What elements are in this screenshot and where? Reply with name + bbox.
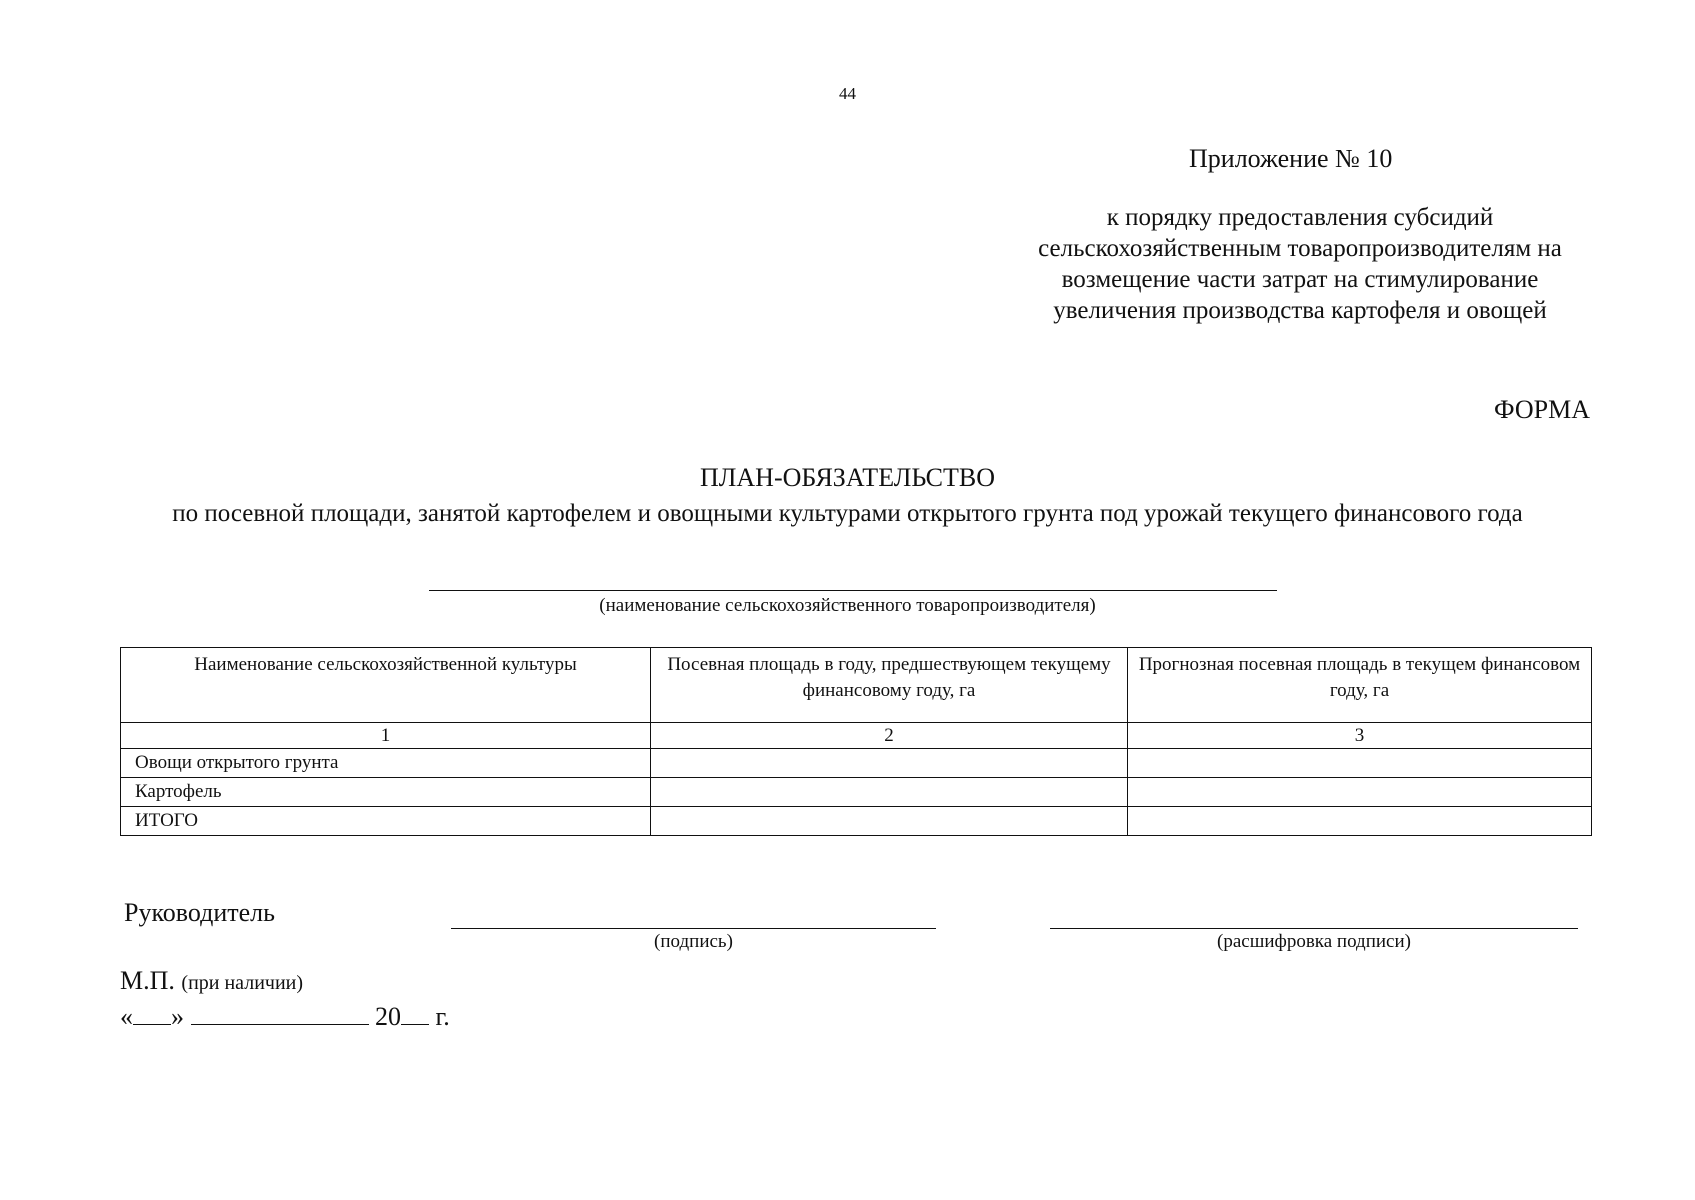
table-row [121,807,1592,836]
date-open-quote: « [120,1002,133,1031]
crop-name-cell: ИТОГО [121,807,651,836]
appendix-text: к порядку предоставления субсидий сельскохозяйственным товаропроизводителям на возмещение части затрат на стимулирование увеличения производства картофеля и овощей [1038,204,1562,324]
forecast-area-cell[interactable] [1128,749,1592,778]
date-line [120,1002,450,1032]
table-header-row [121,648,1592,723]
producer-name-caption: (наименование сельскохозяйственного товаропроизводителя) [599,595,1096,616]
signature-decode-caption: (расшифровка подписи) [1217,931,1411,952]
year-suffix: г. [435,1002,450,1031]
header-crop-name: Наименование сельскохозяйственной культуры [121,648,651,723]
forecast-area-cell[interactable] [1128,807,1592,836]
producer-name-line[interactable] [429,590,1277,591]
year-blank[interactable] [401,1002,429,1025]
column-number: 2 [651,723,1128,749]
table-row [121,749,1592,778]
day-blank[interactable] [133,1002,171,1025]
year-prefix: 20 [375,1002,401,1031]
stamp-note: (при наличии) [181,972,304,994]
date-close-quote: » [171,1002,184,1031]
crop-name-cell: Картофель [121,778,651,807]
forecast-area-cell[interactable] [1128,778,1592,807]
document-title: ПЛАН-ОБЯЗАТЕЛЬСТВО [699,463,995,492]
table-row [121,778,1592,807]
previous-area-cell[interactable] [651,807,1128,836]
crop-name-cell: Овощи открытого грунта [121,749,651,778]
page-number: 44 [839,84,856,103]
column-number: 3 [1128,723,1592,749]
stamp-abbreviation: М.П. [120,966,175,995]
previous-area-cell[interactable] [651,778,1128,807]
signature-caption: (подпись) [654,931,733,952]
header-forecast-area: Прогнозная посевная площадь в текущем финансовом году, га [1128,648,1592,723]
stamp-label [120,966,303,996]
plan-table [120,647,1592,836]
appendix-title: Приложение № 10 [1189,144,1393,173]
document-subtitle: по посевной площади, занятой картофелем и овощными культурами открытого грунта под урожай текущего финансового года [172,500,1523,527]
signature-line[interactable] [451,928,936,929]
head-label: Руководитель [124,898,275,927]
month-blank[interactable] [191,1002,369,1025]
header-previous-area: Посевная площадь в году, предшествующем текущему финансовому году, га [651,648,1128,723]
column-number-row [121,723,1592,749]
form-label: ФОРМА [1494,395,1590,424]
previous-area-cell[interactable] [651,749,1128,778]
column-number: 1 [121,723,651,749]
signature-decode-line[interactable] [1050,928,1578,929]
